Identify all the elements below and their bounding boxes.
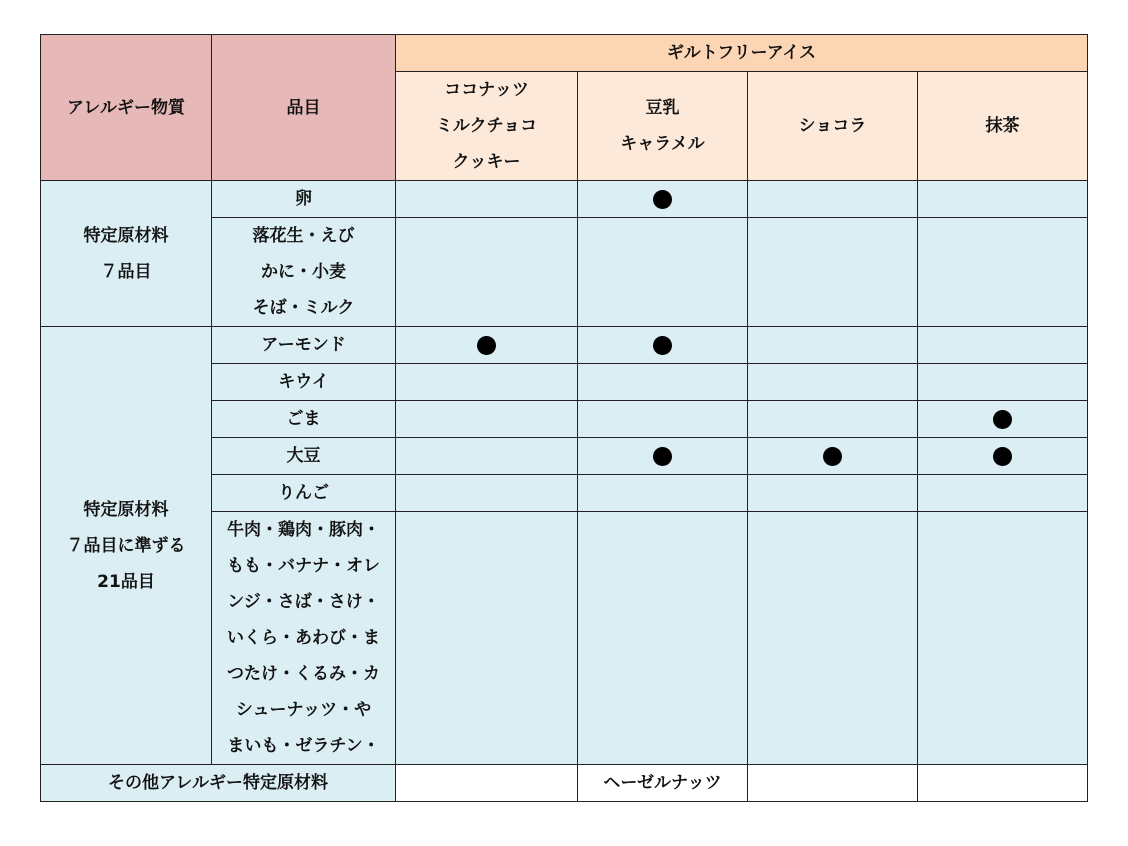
- item-label: ごま: [286, 409, 321, 429]
- item-label-line: まいも・ゼラチン・: [227, 736, 380, 756]
- allergen-dot: [993, 447, 1012, 466]
- mark-cell: [918, 512, 1088, 765]
- product-label: ショコラ: [798, 116, 867, 136]
- item-label-line: もも・バナナ・オレ: [227, 556, 380, 576]
- allergen-dot: [823, 447, 842, 466]
- group-specified: [41, 181, 212, 327]
- allergen-dot: [653, 336, 672, 355]
- item-label-line: シューナッツ・や: [235, 700, 372, 720]
- mark-cell: [748, 364, 918, 401]
- mark-cell: [918, 218, 1088, 327]
- item-egg: [212, 181, 396, 218]
- mark-cell: [578, 475, 748, 512]
- item-soy: [212, 438, 396, 475]
- item-label-line: そば・ミルク: [252, 298, 355, 318]
- product-label-line: 豆乳: [645, 98, 680, 118]
- other-value-cell: [748, 765, 918, 802]
- mark-cell: [396, 327, 578, 364]
- mark-cell: [396, 475, 578, 512]
- item-label-line: つたけ・くるみ・カ: [227, 664, 380, 684]
- item-label: りんご: [278, 483, 329, 503]
- mark-cell: [918, 401, 1088, 438]
- header-item: [212, 35, 396, 181]
- mark-cell: [396, 364, 578, 401]
- mark-cell: [748, 438, 918, 475]
- other-value-cell: [396, 765, 578, 802]
- group-label-line: 特定原材料: [83, 225, 169, 246]
- mark-cell: [748, 475, 918, 512]
- mark-cell: [578, 438, 748, 475]
- item-kiwi: [212, 364, 396, 401]
- item-apple: [212, 475, 396, 512]
- product-label-line: クッキー: [452, 152, 521, 172]
- group-label: その他アレルギー特定原材料: [108, 773, 328, 793]
- product-label: 抹茶: [985, 116, 1020, 136]
- product-label-line: キャラメル: [620, 134, 705, 154]
- other-value-cell: [578, 765, 748, 802]
- allergen-dot: [477, 336, 496, 355]
- item-other-allergens: [212, 512, 396, 765]
- header-product-coconut: [396, 72, 578, 181]
- item-label: 大豆: [286, 446, 321, 466]
- mark-cell: [396, 181, 578, 218]
- mark-cell: [396, 218, 578, 327]
- item-seven-allergens: [212, 218, 396, 327]
- mark-cell: [918, 475, 1088, 512]
- header-product-chocolat: [748, 72, 918, 181]
- group-equivalent: [41, 327, 212, 765]
- group-label-line: ７品目: [100, 261, 152, 282]
- mark-cell: [396, 438, 578, 475]
- item-label-line: 牛肉・鶏肉・豚肉・: [227, 520, 380, 540]
- header-product-matcha: [918, 72, 1088, 181]
- item-label: 卵: [295, 189, 312, 209]
- header-allergen: [41, 35, 212, 181]
- product-group-label: ギルトフリーアイス: [666, 43, 817, 63]
- other-value: ヘーゼルナッツ: [603, 773, 722, 793]
- item-almond: [212, 327, 396, 364]
- mark-cell: [578, 401, 748, 438]
- mark-cell: [396, 401, 578, 438]
- allergy-table: [40, 34, 1088, 802]
- item-label-line: いくら・あわび・ま: [227, 628, 380, 648]
- mark-cell: [918, 438, 1088, 475]
- mark-cell: [748, 327, 918, 364]
- mark-cell: [748, 181, 918, 218]
- item-label-line: ンジ・さば・さけ・: [227, 592, 380, 612]
- mark-cell: [748, 218, 918, 327]
- group-label-line: 特定原材料: [83, 499, 169, 520]
- mark-cell: [578, 181, 748, 218]
- header-allergen-label: アレルギー物質: [67, 97, 185, 118]
- other-value-cell: [918, 765, 1088, 802]
- mark-cell: [748, 401, 918, 438]
- mark-cell: [396, 512, 578, 765]
- mark-cell: [918, 327, 1088, 364]
- group-label-line: 21品目: [97, 571, 155, 592]
- mark-cell: [578, 327, 748, 364]
- item-label-line: かに・小麦: [261, 262, 346, 282]
- allergen-dot: [993, 410, 1012, 429]
- mark-cell: [918, 364, 1088, 401]
- item-label: アーモンド: [261, 335, 346, 355]
- group-other: [41, 765, 396, 802]
- header-product-group: [396, 35, 1088, 72]
- item-label-line: 落花生・えび: [252, 226, 355, 246]
- allergen-dot: [653, 190, 672, 209]
- mark-cell: [578, 218, 748, 327]
- header-item-label: 品目: [286, 97, 321, 118]
- group-label-line: ７品目に準ずる: [66, 535, 186, 556]
- allergen-dot: [653, 447, 672, 466]
- mark-cell: [578, 512, 748, 765]
- mark-cell: [578, 364, 748, 401]
- mark-cell: [748, 512, 918, 765]
- product-label-line: ココナッツ: [444, 80, 529, 100]
- product-label-line: ミルクチョコ: [435, 116, 538, 136]
- header-product-soy-caramel: [578, 72, 748, 181]
- mark-cell: [918, 181, 1088, 218]
- item-label: キウイ: [278, 372, 329, 392]
- item-sesame: [212, 401, 396, 438]
